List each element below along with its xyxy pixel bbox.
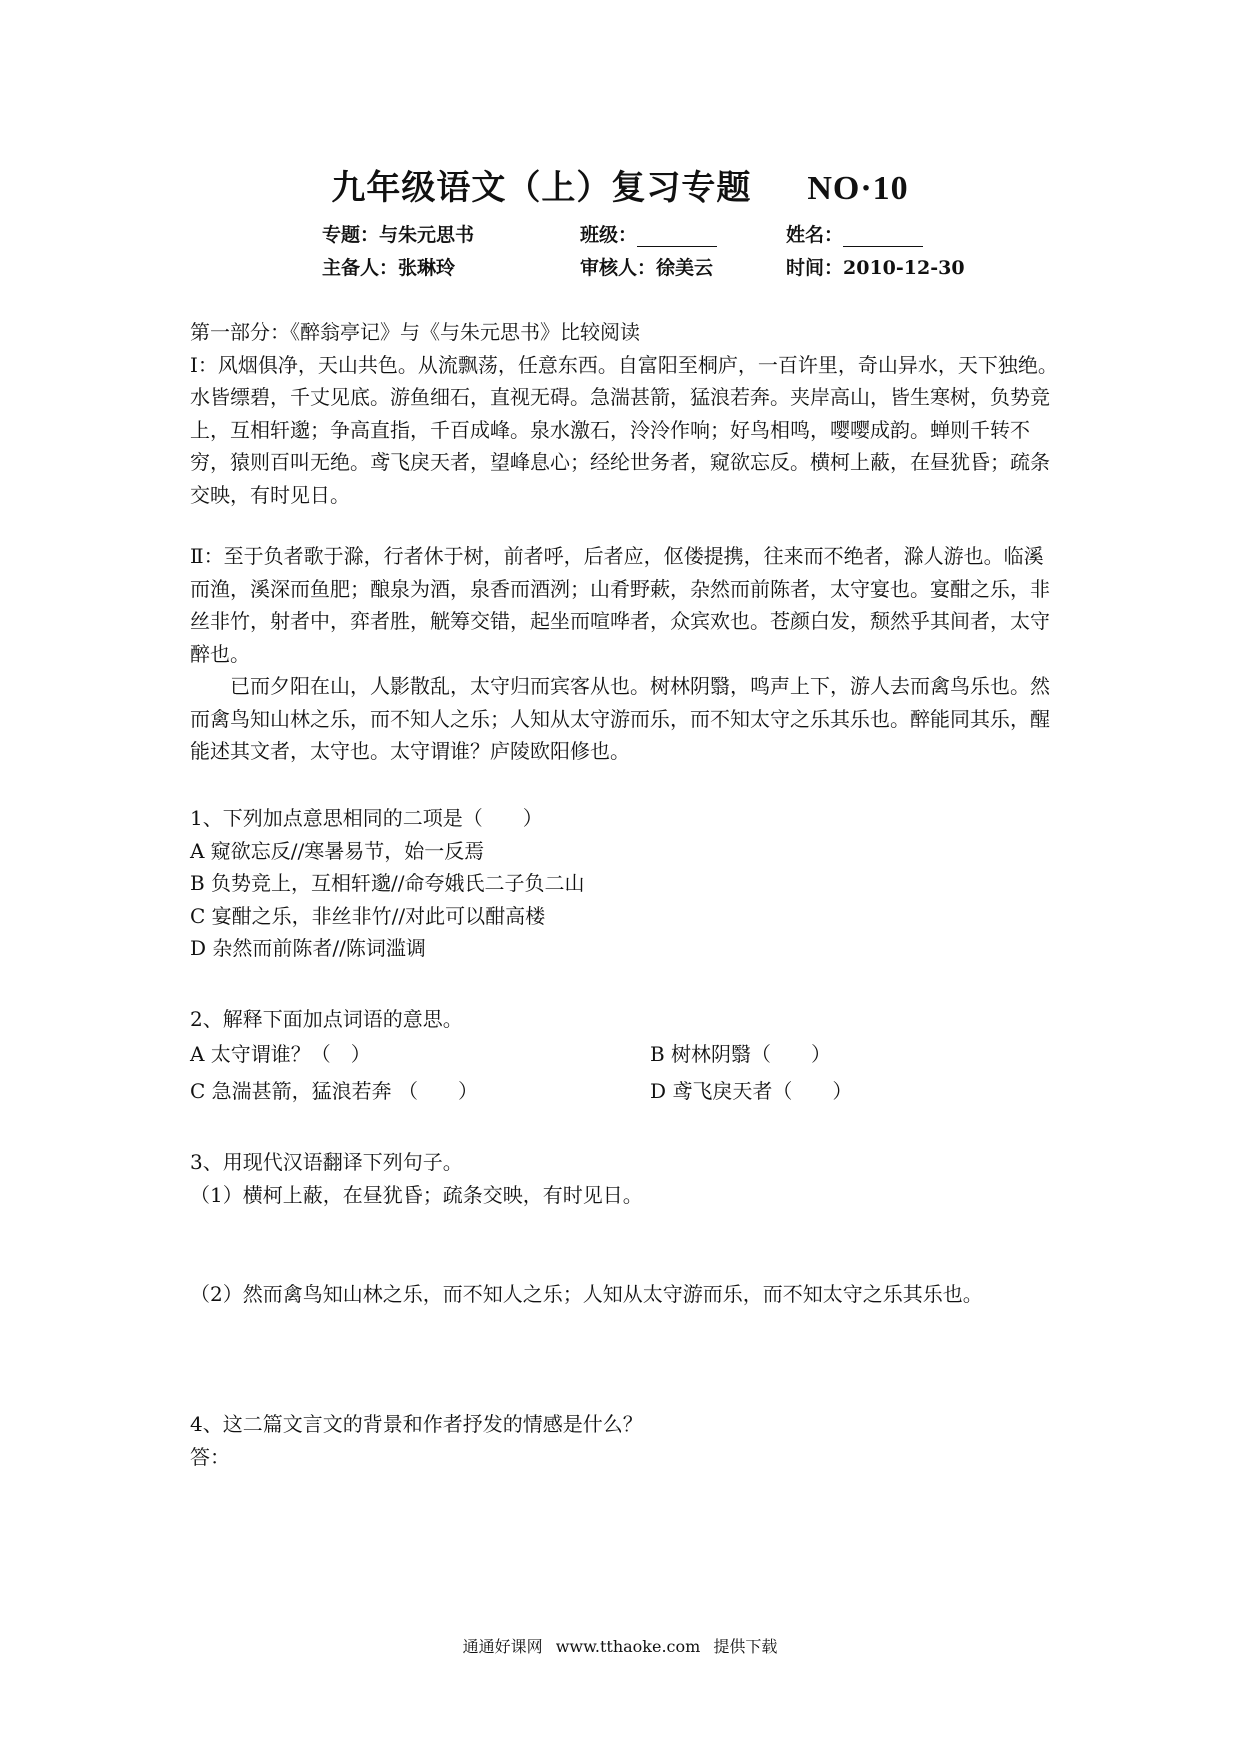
question-4 [190,1408,1060,1473]
class-blank [637,228,717,247]
name-blank [843,228,923,247]
q1-option-a: A 窥欲忘反//寒暑易节，始一反焉 [190,838,485,863]
passage-2-section [190,540,1060,768]
class-label: 班级： [580,224,638,246]
passage-2b: 已而夕阳在山，人影散乱，太守归而宾客从也。树林阴翳，鸣声上下，游人去而禽鸟乐也。然而禽鸟知山林之乐，而不知人之乐；人知从太守游而乐，而不知太守之乐其乐也。醉能同其乐，醒能述其文者，太守也。太守谓谁？庐陵欧阳修也。 [190,674,1050,763]
question-3 [190,1146,1060,1211]
reviewer-label: 审核人：徐美云 [580,257,714,279]
q2-row-2 [190,1075,1060,1108]
q3-sentence-1: （1）横柯上蔽，在昼犹昏；疏条交映，有时见日。 [190,1182,643,1207]
q4-answer-label: 答： [190,1444,230,1469]
q1-stem: 1、下列加点意思相同的二项是（ ） [190,806,543,830]
page-footer [0,1634,1240,1657]
part1-section [190,316,1060,511]
q1-option-d: D 杂然而前陈者//陈词滥调 [190,936,426,960]
q3-stem: 3、用现代汉语翻译下列句子。 [190,1150,463,1174]
class-field [580,220,786,247]
q3-sentence-2-block [190,1278,1060,1311]
q2-b: B 树林阴翳（ ） [650,1041,832,1066]
question-1 [190,802,1060,965]
preparer-label: 主备人：张琳玲 [322,257,456,279]
meta-row-2 [322,253,1046,280]
q1-option-c: C 宴酣之乐，非丝非竹//对此可以酣高楼 [190,903,546,928]
time-label: 时间：2010-12-30 [786,257,965,279]
q4-stem: 4、这二篇文言文的背景和作者抒发的情感是什么？ [190,1412,643,1436]
page-title [0,160,1240,209]
footer-site-name: 通通好课网 [462,1637,543,1656]
part1-heading: 第一部分：《醉翁亭记》与《与朱元思书》比较阅读 [190,320,640,344]
question-2 [190,1003,1060,1108]
topic-label: 专题：与朱元思书 [322,224,475,246]
name-label: 姓名： [786,224,844,246]
footer-url[interactable]: www.tthaoke.com [555,1637,701,1656]
q2-d: D 鸢飞戾天者（ ） [650,1079,853,1103]
q2-a: A 太守谓谁？（ ） [190,1041,371,1066]
q2-c: C 急湍甚箭，猛浪若奔 （ ） [190,1079,479,1103]
title-text: 九年级语文（上）复习专题 [331,168,752,208]
name-field [786,220,1046,247]
q3-sentence-2: （2）然而禽鸟知山林之乐，而不知人之乐；人知从太守游而乐，而不知太守之乐其乐也。 [190,1282,983,1306]
title-number: NO·10 [807,170,909,207]
passage-1: Ⅰ：风烟俱净，天山共色。从流飘荡，任意东西。自富阳至桐庐，一百许里，奇山异水，天下独绝。水皆缥碧，千丈见底。游鱼细石，直视无碍。急湍甚箭，猛浪若奔。夹岸高山，皆生寒树，负势竞上，互相轩邈；争高直指，千百成峰。泉水激石，泠泠作响；好鸟相鸣，嘤嘤成韵。蝉则千转不穷，猿则百叫无绝。鸢飞戾天者，望峰息心；经纶世务者，窥欲忘反。横柯上蔽，在昼犹昏；疏条交映，有时见日。 [190,352,1058,507]
q1-option-b: B 负势竞上，互相轩邈//命夸娥氏二子负二山 [190,871,585,895]
meta-row-1 [322,220,1046,247]
passage-2a: Ⅱ：至于负者歌于滁，行者休于树，前者呼，后者应，伛偻提携，往来而不绝者，滁人游也。临溪而渔，溪深而鱼肥；酿泉为酒，泉香而酒洌；山肴野蔌，杂然而前陈者，太守宴也。宴酣之乐，非丝非竹，射者中，弈者胜，觥筹交错，起坐而喧哗者，众宾欢也。苍颜白发，颓然乎其间者，太守醉也。 [190,544,1050,666]
q2-stem: 2、解释下面加点词语的意思。 [190,1007,463,1031]
q2-row-1 [190,1038,1060,1071]
footer-suffix: 提供下载 [713,1637,778,1656]
